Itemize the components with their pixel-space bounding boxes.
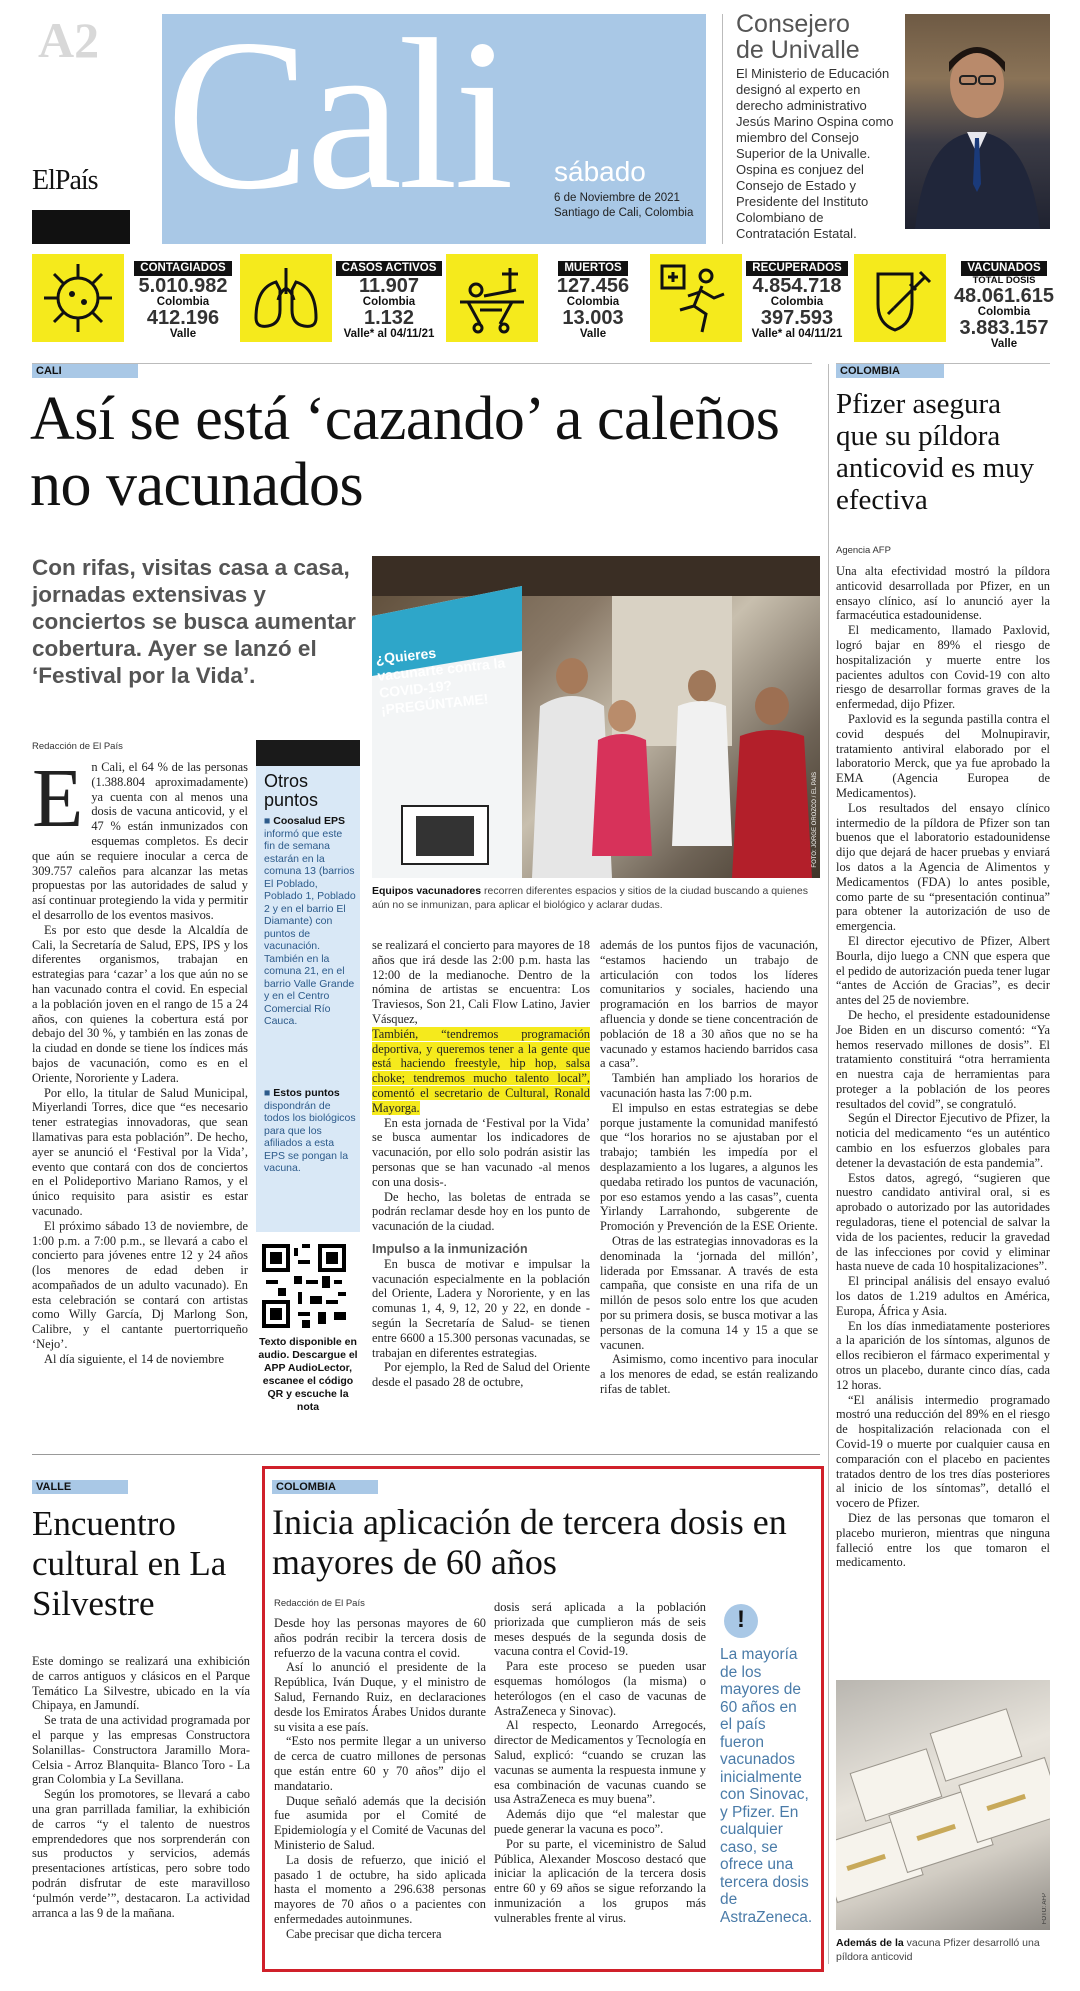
tercera-column-2 — [494, 1600, 706, 1962]
tercera-pullout: La mayoría de los mayores de 60 años en el país fueron vacunados inicialmente con Sinovac, y Pfizer. En cualquier caso, se ofrece una tercera dosis de AstraZeneca. — [720, 1646, 813, 1926]
vaccination-scene-icon — [372, 556, 820, 878]
sidebar-b1: informó que este fin de semana estarán en la comuna 13 (barrios El Poblado, Poblado 1, Poblado 2 y en el barrio El Diamante) con puntos de vacunación. También en la comuna 21, en el barrio Valle Grande y en el Centro Comercial Río Cauca. — [264, 827, 356, 1027]
stretcher-icon — [446, 254, 538, 342]
photo-credit: FOTO: JORGE OROZCO / EL PAÍS — [812, 772, 818, 868]
sidebar-box — [256, 740, 360, 1232]
paragraph: “Esto nos permite llegar a un universo de cerca de cuatro millones de personas que están entre 60 y 70 años” dijo el mandatario. — [274, 1734, 486, 1793]
stat-regional: 1.132 — [363, 307, 415, 329]
paragraph: Diez de las personas que tomaron el placebo murieron, mientras que ninguna falleció entre los que tomaron el medicamento. — [836, 1511, 1050, 1570]
brand-logo: ElPaís — [32, 165, 98, 196]
virus-icon — [32, 254, 124, 342]
tercera-byline: Redacción de El País — [274, 1598, 365, 1609]
main-c3-p3: El impulso en estas estrategias se debe porque justamente la comunidad manifestó que “los horarios no se ajustaban por el trabajo; también les impedía por el desplazamiento a los lugares, a algunos les quedaba retirado los puntos de vacunación, por eso estamos yendo a las casas”, cuenta Yirlandy Larrahondo, subgerente de Promoción y Prevención de la ESE Oriente. — [600, 1100, 818, 1234]
pfizer-photo-credit: FOTO: AFP — [1042, 1892, 1048, 1924]
main-headline: Así se está ‘cazando’ a caleños no vacunados — [30, 385, 780, 519]
main-c2-p2: En esta jornada de ‘Festival por la Vida’ se busca aumentar los indicadores de vacunación, por ello solo podrán asistir las personas que se han vacunado -al menos con una dosis-. — [372, 1115, 590, 1189]
stat-national: 11.907 — [358, 275, 420, 297]
stat-national-label: Colombia — [566, 296, 620, 308]
main-p3: Por ello, la titular de Salud Municipal, Miyerlandi Torres, dice que “es necesario tener estrategias innovadoras, que sean llamativas para esta población”. De hecho, ayer se anunció el ‘Festival por la Vida’, evento que contará con dos de conciertos en el Polideportivo Mariano Ramos, y el único requisito para asistir es estar vacunado. — [32, 1085, 248, 1218]
brief-text: El Ministerio de Educación designó al experto en derecho administrativo Jesús Marino Ospina como miembro del Consejo Superior de la Univalle. Ospina es conjuez del Consejo de Estado y Presidente del Instituto Colombiano de Contratación Estatal. — [736, 66, 894, 241]
main-c2-p3: De hecho, las boletas de entrada se podrán reclamar desde hoy en los punto de vacunación de la ciudad. — [372, 1189, 590, 1234]
paragraph: Además dijo que “el malestar que puede generar la vacuna es poco”. — [494, 1807, 706, 1836]
pfizer-photo — [836, 1680, 1050, 1930]
sidebar-bullet-2: ■ Estos puntos dispondrán de todos los biológicos para que los afiliados a esta EPS se pongan la vacuna. — [264, 1087, 356, 1174]
stat-regional: 13.003 — [562, 307, 624, 329]
alert-badge — [724, 1604, 758, 1638]
page-number: A2 — [38, 12, 100, 68]
person-icon — [905, 14, 1050, 229]
main-p2: Es por esto que desde la Alcaldía de Cali, la Secretaría de Salud, EPS, IPS y los diferentes organismos, trabajan en estrategias para ‘cazar’ a los que aún no se han vacunado contra el covid. En especial a la población joven en el rango de 15 a 24 años, con quienes la cobertura está por debajo del 30 %, y también en las zonas de la ciudad en donde se tiene los índices más bajos de vacunación, como es en el Oriente, Nororiente y Ladera. — [32, 922, 248, 1085]
tercera-section-tag: COLOMBIA — [272, 1480, 378, 1494]
valle-headline: Encuentro cultural en La Silvestre — [32, 1504, 227, 1623]
stat-sublabel: TOTAL DOSIS — [972, 275, 1036, 286]
pfizer-headline: Pfizer asegura que su píldora anticovid es muy efectiva — [836, 388, 1035, 516]
stat-activos — [334, 258, 444, 340]
sidebar-b2-bold: Estos puntos — [273, 1087, 340, 1099]
stat-regional-label: Valle — [579, 328, 607, 340]
paragraph: Una alta efectividad mostró la píldora anticovid desarrollada por Pfizer, en un ensayo clínico, así lo anunció ayer la farmacéutica estadounidense. — [836, 564, 1050, 623]
photo-sign-text: ¿Quieres vacunarte contra la COVID-19? ¡PREGÚNTAME! — [374, 644, 506, 718]
stat-icon-vacunados — [854, 254, 946, 342]
paragraph: La dosis de refuerzo, que inició el pasado 1 de octubre, ha sido aplicada hasta el momento a 296.638 personas mayores de 70 años o a pacientes con enfermedades autoinmunes. — [274, 1852, 486, 1926]
paragraph: “El análisis intermedio programado mostró una reducción del 89% en el riesgo de hospitalización relacionada con el Covid-19 o muerte por cualquier causa en comparación con el placebo en pacientes tratados dentro de los tres días posteriores al inicio de los síntomas”, detalló el vocero de Pfizer. — [836, 1392, 1050, 1511]
stat-national-label: Colombia — [977, 306, 1031, 318]
stat-regional-label: Valle* al 04/11/21 — [343, 328, 435, 340]
paragraph: Cabe precisar que dicha tercera — [286, 1926, 442, 1941]
valle-body — [32, 1654, 250, 1954]
brief-title-2: de Univalle — [736, 36, 860, 64]
paragraph: Por su parte, el viceministro de Salud Pública, Alexander Moscoso destacó que iniciar la aplicación de la tercera dosis entre 60 y 69 años se sigue reforzando la inmunización a los grupos más vulnerables frente al virus. — [494, 1836, 706, 1925]
pfizer-byline: Agencia AFP — [836, 545, 891, 556]
main-column-1 — [32, 760, 248, 1430]
paragraph: Este domingo se realizará una exhibición de carros antiguos y clásicos en el Parque Temático La Silvestre, ubicado en la vía Chipaya, en Jamundí. — [32, 1654, 250, 1713]
stat-icon-recuperados — [650, 254, 742, 342]
audio-note: Texto disponible en audio. Descargue el APP AudioLector, escanee el código QR y escuche la nota — [258, 1336, 358, 1413]
main-column-2 — [372, 938, 590, 1434]
main-top-rule — [32, 363, 812, 364]
stat-label: VACUNADOS — [961, 261, 1046, 276]
paragraph: Al respecto, Leonardo Arregocés, director de Medicamentos y Tecnología en Salud, explicó: “cuando se cruzan las vacunas se aumenta la respuesta inmune y esa combinación de vacunas cuando se usa AstraZeneca es muy buena”. — [494, 1718, 706, 1807]
main-p5: Al día siguiente, el 14 de noviembre — [44, 1351, 224, 1366]
main-c2-subhead: Impulso a la inmunización — [372, 1241, 528, 1256]
syringe-icon — [854, 254, 946, 342]
paragraph: Duque señaló además que la decisión fue asumida por el Comité de Epidemiología y el Comité de Vacunas del Ministerio de Salud. — [274, 1793, 486, 1852]
stat-national: 127.456 — [556, 275, 630, 297]
pfizer-body — [836, 564, 1050, 1654]
brief-divider — [722, 14, 723, 244]
main-c3-p2: También han ampliado los horarios de vacunación hasta las 7:00 p.m. — [600, 1071, 818, 1100]
pfizer-caption — [836, 1936, 1050, 1964]
portrait-photo — [905, 14, 1050, 229]
paragraph: Paxlovid es la segunda pastilla contra el covid después del Molnupiravir, tratamiento antiviral elaborado por el laboratorio Merck, que ya fue aprobado la EMA (Agencia Europea de Medicamentos). — [836, 711, 1050, 800]
sidebar-b2: dispondrán de todos los biológicos para que los afiliados a esta EPS se pongan la vacuna. — [264, 1099, 356, 1174]
stat-regional: 412.196 — [146, 307, 220, 329]
main-c2-quote — [372, 1027, 590, 1116]
masthead-panel — [162, 0, 706, 244]
lower-section-rule — [32, 1454, 820, 1455]
main-c2-p5: Por ejemplo, la Red de Salud del Oriente desde el pasado 28 de octubre, — [372, 1360, 590, 1390]
paragraph: Estos datos, agregó, “sugieren que nuestro candidato antiviral oral, si es aprobado o autorizado por las autoridades reguladoras, tiene el potencial de salvar la vida de los pacientes, reducir la gravedad de las infecciones por covid y eliminar hasta nueve de cada 10 hospitalizaciones”. — [836, 1170, 1050, 1274]
paragraph: El medicamento, llamado Paxlovid, logró bajar en 89% el riesgo de hospitalización y muerte entre los pacientes adultos con Covid-19 con alto riesgo de desarrollar formas graves de la enfermedad, dijo Pfizer. — [836, 623, 1050, 712]
main-section-tag: CALI — [32, 364, 138, 378]
paragraph: Así lo anunció el presidente de la República, Iván Duque, y el ministro de Salud, Fernando Ruiz, en declaraciones desde los Emiratos Árabes Unidos durante su visita a ese país. — [274, 1660, 486, 1734]
highlighted-quote: También, “tendremos programación deportiva, y queremos tener a la gente que está haciendo freestyle, hip hop, salsa choke; tendremos mucho talento local”, comentó el secretario de Cultural, Ronald Mayorga. — [372, 1026, 590, 1115]
stat-icon-muertos — [446, 254, 538, 342]
sidebar-title: Otros puntos — [264, 771, 319, 810]
paragraph: El principal análisis del ensayo evaluó los datos de 1.219 adultos en América, Europa, África y Asia. — [836, 1274, 1050, 1318]
paragraph: Desde hoy las personas mayores de 60 años podrán recibir la tercera dosis de refuerzo de la vacuna contra el covid. — [274, 1616, 486, 1660]
stat-regional-label: Valle* al 04/11/21 — [751, 328, 843, 340]
masthead-date: 6 de Noviembre de 2021 — [554, 192, 680, 204]
pfizer-section-tag: COLOMBIA — [836, 364, 944, 378]
alert-icon: ! — [737, 1606, 745, 1633]
stat-national: 5.010.982 — [138, 275, 228, 297]
main-deck: Con rifas, visitas casa a casa, jornadas extensivas y conciertos se busca aumentar cobertura. Ayer se lanzó el ‘Festival por la Vida’. — [32, 555, 356, 688]
stat-recuperados — [742, 258, 852, 340]
pfizer-caption-text: vacuna Pfizer desarrolló una píldora anticovid — [836, 1937, 1040, 1963]
paragraph: Según el Director Ejecutivo de Pfizer, la noticia del medicamento “es un auténtico cambio en los esfuerzos globales para detener la devastación de esta pandemia”. — [836, 1111, 1050, 1170]
paragraph: De hecho, el presidente estadounidense Joe Biden en un discurso comentó: “Ya hemos reservado millones de dosis”. El tratamiento constituirá “otra herramienta en nuestra caja de herramientas para proteger a la población de los peores resultados del covid”, se congratuló. — [836, 1007, 1050, 1111]
photo-caption — [372, 884, 820, 912]
stat-national-label: Colombia — [156, 296, 210, 308]
brief-title-1: Consejero — [736, 10, 850, 38]
dropcap: E — [32, 760, 84, 845]
paragraph: Para este proceso se pueden usar esquemas homólogos (la misma) o heterólogos (en el caso de vacunas de AstraZeneca y Sinovac). — [494, 1659, 706, 1718]
stat-regional: 3.883.157 — [959, 317, 1049, 339]
main-p1: n Cali, el 64 % de las personas (1.388.804 aproximadamente) ya cuenta con al menos una dosis de vacuna anticovid, y el 47 % están inmunizados con esquemas completos. Es decir que aún se requiere inocular a cerca de 309.757 caleños para alcanzar las metas propuestas por las autoridades de salud y así continuar protegiendo la vida y permitir el desarrollo de los eventos masivos. — [32, 760, 248, 922]
main-byline: Redacción de El País — [32, 741, 123, 752]
stat-national: 48.061.615 — [953, 285, 1055, 307]
right-column-divider — [828, 364, 829, 1964]
runner-icon — [650, 254, 742, 342]
sidebar-bullet-1: ■ Coosalud EPS informó que este fin de semana estarán en la comuna 13 (barrios El Poblado, Poblado 1, Poblado 2 y en el barrio El Diamante) con puntos de vacunación. También en la comuna 21, en el barrio Valle Grande y en el Centro Comercial Río Cauca. — [264, 815, 356, 1027]
main-c3-p1: además de los puntos fijos de vacunación, “estamos haciendo un trabajo de articulación con todos los líderes comunitarios y sociales, haciendo una programación en los barrios de mayor afluencia y donde se tiene concentración de población de 18 a 30 años que no se ha vacunado y estamos haciendo barridos casa a casa”. — [600, 938, 818, 1071]
stat-muertos — [538, 258, 648, 340]
stat-national: 4.854.718 — [752, 275, 842, 297]
paragraph: Según los promotores, se llevará a cabo una gran parrillada familiar, la exhibición de carros “y el talento de nuestros emprendedores que nos sorprenderán con sus productos y servicios, además presentaciones artísticas, pero sobre todo podrán disfrutar de este maravilloso ‘pulmón verde’”, destacaron. La actividad arranca a las 9 de la mañana. — [32, 1787, 250, 1920]
main-c2-p4: En busca de motivar e impulsar la vacunación especialmente en la población del Oriente, Ladera y Nororiente, y en las comunas 1, 4, 9, 12, 20 y 22, en donde -según la Secretaría de Salud- se tienen entre 6600 a 15.300 personas vacunadas, se trabajan en diferentes estrategias. — [372, 1256, 590, 1360]
stat-icon-contagiados — [32, 254, 124, 342]
tercera-column-1 — [274, 1616, 486, 1962]
main-column-3 — [600, 938, 818, 1434]
caption-text: recorren diferentes espacios y sitios de la ciudad buscando a quienes aún no se inmunizan, para aplicar el biológico y aclarar dudas. — [372, 885, 808, 911]
main-c3-p4: Otras de las estrategias innovadoras es la denominada la ‘jornada del millón’, liderada por Emssanar. A través de esta campaña, que consiste en una rifa de un millón de pesos solo entre los que acuden por su primera dosis, se busca motivar a las personas de la comuna 14 y 15 a que se vacunen. — [600, 1233, 818, 1352]
stat-label: MUERTOS — [558, 261, 627, 276]
tercera-headline: Inicia aplicación de tercera dosis en mayores de 60 años — [272, 1502, 787, 1582]
stat-label: CASOS ACTIVOS — [336, 261, 443, 276]
stat-contagiados — [128, 258, 238, 340]
main-c2-p1: se realizará el concierto para mayores de 18 años que irá desde las 2:00 p.m. hasta las 12:00 de la medianoche. Dentro de la nómina de artistas se encuentra: Los Traviesos, Son 21, Cali Flow Latino, Javier Vásquez, — [372, 938, 590, 1026]
pfizer-caption-bold: Además de la — [836, 1937, 904, 1949]
paragraph: dosis será aplicada a la población priorizada que cumplieron más de seis meses después de la segunda dosis de vacuna contra el Covid-19. — [494, 1600, 706, 1659]
main-c3-p5: Asimismo, como incentivo para inocular a los menores de edad, se están realizando rifas de tablet. — [600, 1352, 818, 1396]
qr-code[interactable] — [262, 1244, 346, 1328]
qr-icon — [262, 1244, 346, 1328]
sidebar-b1-bold: Coosalud EPS — [273, 815, 346, 827]
stat-national-label: Colombia — [362, 296, 416, 308]
paragraph: Los resultados del ensayo clínico intermedio de la píldora de Pfizer son tan buenos que el laboratorio estadounidense dijo que dejará de hacer pruebas y enviará los datos a la Agencia de Alimentos y Medicamentos (FDA) lo antes posible, como parte de su “presentación continua” para obtener la autorización de uso de emergencia. — [836, 800, 1050, 934]
masthead-day: sábado — [554, 156, 646, 187]
pill-boxes-icon — [836, 1680, 1050, 1930]
valle-section-tag: VALLE — [32, 1480, 128, 1494]
caption-bold: Equipos vacunadores — [372, 885, 482, 897]
main-photo — [372, 556, 820, 878]
main-p4: El próximo sábado 13 de noviembre, de 1:00 p.m. a 7:00 p.m., se llevará a cabo el concierto para jóvenes entre 12 y 24 años (los menores de edad deben ir acompañados de un adulto vacunado). En esta celebración se contará con artistas como Willy García, Dj Marlong Son, Calibre, y el cantante puertorriqueño ‘Nejo’. — [32, 1218, 248, 1352]
stat-label: CONTAGIADOS — [134, 261, 231, 276]
paragraph: Se trata de una actividad programada por el parque y las empresas Constructora Solanillas- Constructora Jaramillo Mora- Celsia - Arroz Blanquita- Blanco Toro - La gran Colombia y La Sevillana. — [32, 1713, 250, 1787]
stat-icon-activos — [240, 254, 332, 342]
paragraph: El director ejecutivo de Pfizer, Albert Bourla, dijo luego a CNN que espera que el pedido de autorización pueda tener lugar “antes de Acción de Gracias”, es decir antes del 25 de noviembre. — [836, 933, 1050, 1008]
stat-vacunados — [942, 258, 1066, 350]
paragraph: En los días inmediatamente posteriores a la aparición de los síntomas, algunos de ellos recibieron el fármaco experimental y otros un placebo, durante cinco días, cada 12 horas. — [836, 1318, 1050, 1392]
stat-label: RECUPERADOS — [746, 261, 847, 276]
section-name: Cali — [166, 0, 510, 234]
stat-regional-label: Valle — [169, 328, 197, 340]
stat-regional-label: Valle — [990, 338, 1018, 350]
masthead-place: Santiago de Cali, Colombia — [554, 207, 694, 219]
sidebar-bar — [256, 740, 360, 766]
stat-regional: 397.593 — [760, 307, 834, 329]
stat-national-label: Colombia — [770, 296, 824, 308]
lungs-icon — [240, 254, 332, 342]
brand-bar — [32, 210, 130, 244]
